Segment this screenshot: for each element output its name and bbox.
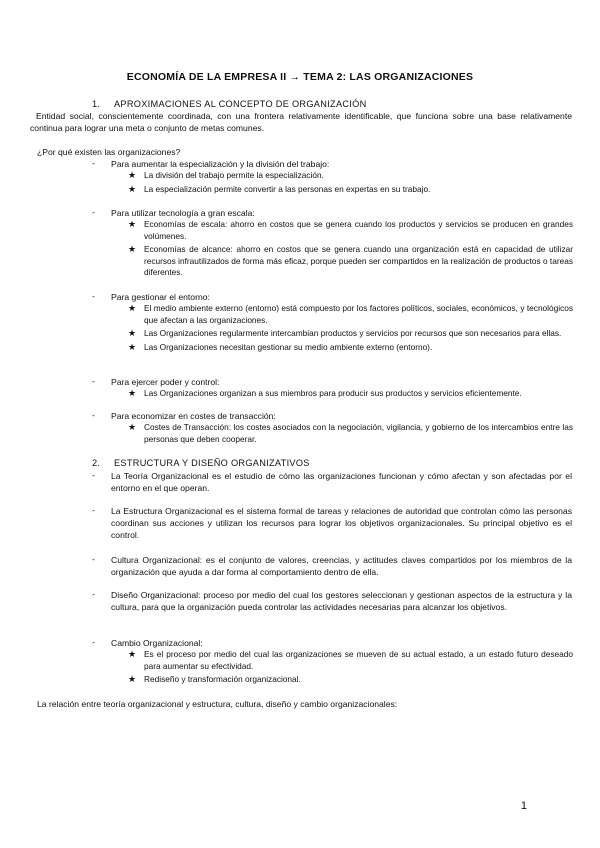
- star-icon: ★: [128, 328, 137, 338]
- question-line: ¿Por qué existen las organizaciones?: [37, 147, 181, 157]
- section-1-number: 1.: [92, 99, 101, 109]
- section-1-title: APROXIMACIONES AL CONCEPTO DE ORGANIZACIÓN: [114, 99, 367, 109]
- dash-marker: -: [92, 410, 95, 420]
- bullet-item: [128, 244, 573, 279]
- dash-marker: -: [92, 207, 95, 217]
- theory-paragraph: La Teoría Organizacional es el estudio de cómo las organizaciones funcionan y cómo afectan y son afectadas por el entorno en el que operan.: [111, 471, 572, 493]
- star-icon: ★: [128, 388, 137, 398]
- bullet-text: Es el proceso por medio del cual las organizaciones se mueven de su actual estado, a un estado futuro deseado para aumentar su efectividad.: [144, 649, 573, 671]
- page-title: ECONOMÍA DE LA EMPRESA II → TEMA 2: LAS ORGANIZACIONES: [126, 71, 474, 83]
- bullet-text: Costes de Transacción: los costes asociados con la negociación, vigilancia, y gobierno de los intercambios entre las personas que deben cooperar.: [144, 422, 573, 444]
- section-2-title: ESTRUCTURA Y DISEÑO ORGANIZATIVOS: [114, 458, 310, 468]
- bullet-list: [128, 649, 573, 688]
- dash-marker: -: [92, 470, 95, 480]
- bullet-item: [128, 388, 573, 400]
- star-icon: ★: [128, 649, 137, 659]
- reason-label: Para aumentar la especialización y la división del trabajo:: [111, 159, 330, 169]
- bullet-text: Las Organizaciones organizan a sus miembros para producir sus productos y servicios eficientemente.: [144, 388, 522, 398]
- reason-label: Para ejercer poder y control:: [111, 377, 220, 387]
- star-icon: ★: [128, 422, 137, 432]
- section-2-heading: [92, 458, 310, 468]
- star-icon: ★: [128, 303, 137, 313]
- bullet-item: [128, 649, 573, 672]
- dash-marker: -: [92, 637, 95, 647]
- bullet-list: [128, 170, 573, 197]
- bullet-text: Rediseño y transformación organizacional.: [144, 674, 301, 684]
- bullet-list: [128, 422, 573, 447]
- reason-label: Para economizar en costes de transacción:: [111, 411, 276, 421]
- bullet-list: [128, 303, 573, 355]
- structure-paragraph: La Estructura Organizacional es el sistema formal de tareas y relaciones de autoridad que controlan cómo las personas coordinan sus acciones y utilizan los recursos para lograr los objetivos organizacionales. Su principal objetivo es el control.: [111, 506, 572, 540]
- dash-marker: -: [92, 589, 95, 599]
- bullet-item: [128, 303, 573, 326]
- change-label: Cambio Organizacional:: [111, 638, 203, 648]
- bullet-list: [128, 219, 573, 281]
- design-paragraph: Diseño Organizacional: proceso por medio del cual los gestores seleccionan y gestionan aspectos de la estructura y la cultura, para que la organización pueda controlar las actividades necesarias para alcanzar los objetivos.: [111, 590, 572, 612]
- bullet-text: Economías de escala: ahorro en costos que se genera cuando los productos y servicios se producen en grandes volúmenes.: [144, 219, 573, 241]
- closing-line: La relación entre teoría organizacional y estructura, cultura, diseño y cambio organizacionales:: [37, 699, 398, 709]
- bullet-text: Las Organizaciones necesitan gestionar su medio ambiente externo (entorno).: [144, 341, 433, 352]
- bullet-item: [128, 170, 573, 182]
- reason-label: Para utilizar tecnología a gran escala:: [111, 208, 255, 218]
- section-1-heading: [92, 99, 367, 109]
- star-icon: ★: [128, 341, 137, 352]
- bullet-item: [128, 422, 573, 445]
- bullet-text: La especialización permite convertir a las personas en expertas en su trabajo.: [144, 183, 431, 194]
- star-icon: ★: [128, 244, 137, 254]
- dash-marker: -: [92, 554, 95, 564]
- bullet-item: [128, 184, 573, 196]
- star-icon: ★: [128, 674, 137, 684]
- culture-paragraph: Cultura Organizacional: es el conjunto de valores, creencias, y actitudes claves compartidos por los miembros de la organización que ayuda a dar forma al comportamiento dentro de ella.: [111, 555, 572, 577]
- bullet-item: [128, 328, 573, 340]
- bullet-item: [128, 674, 573, 686]
- star-icon: ★: [128, 183, 137, 194]
- bullet-text: Las Organizaciones regularmente intercambian productos y servicios por recursos que son necesarios para ellas.: [144, 328, 562, 338]
- dash-marker: -: [92, 376, 95, 386]
- section-2-number: 2.: [92, 458, 101, 468]
- bullet-item: [128, 219, 573, 242]
- star-icon: ★: [128, 219, 137, 229]
- bullet-item: [128, 342, 573, 354]
- bullet-text: La división del trabajo permite la especialización.: [144, 170, 324, 180]
- bullet-text: Economías de alcance: ahorro en costos que se genera cuando una organización está en capacidad de utilizar recursos infrautilizados de forma más eficaz, porque pueden ser compartidos en la realización de productos o tareas diferentes.: [144, 244, 573, 277]
- bullet-list: [128, 388, 573, 402]
- dash-marker: -: [92, 291, 95, 301]
- definition-paragraph: Entidad social, conscientemente coordinada, con una frontera relativamente identificable, que funciona sobre una base relativamente continua para lograr una meta o conjunto de metas comunes.: [30, 111, 572, 133]
- dash-marker: -: [92, 158, 95, 168]
- reason-label: Para gestionar el entorno:: [111, 292, 210, 302]
- page-number: 1: [520, 800, 527, 812]
- dash-marker: -: [92, 505, 95, 515]
- star-icon: ★: [128, 170, 137, 180]
- bullet-text: El medio ambiente externo (entorno) está compuesto por los factores políticos, sociales, económicos, y tecnológicos que afectan a las organizaciones.: [144, 303, 573, 325]
